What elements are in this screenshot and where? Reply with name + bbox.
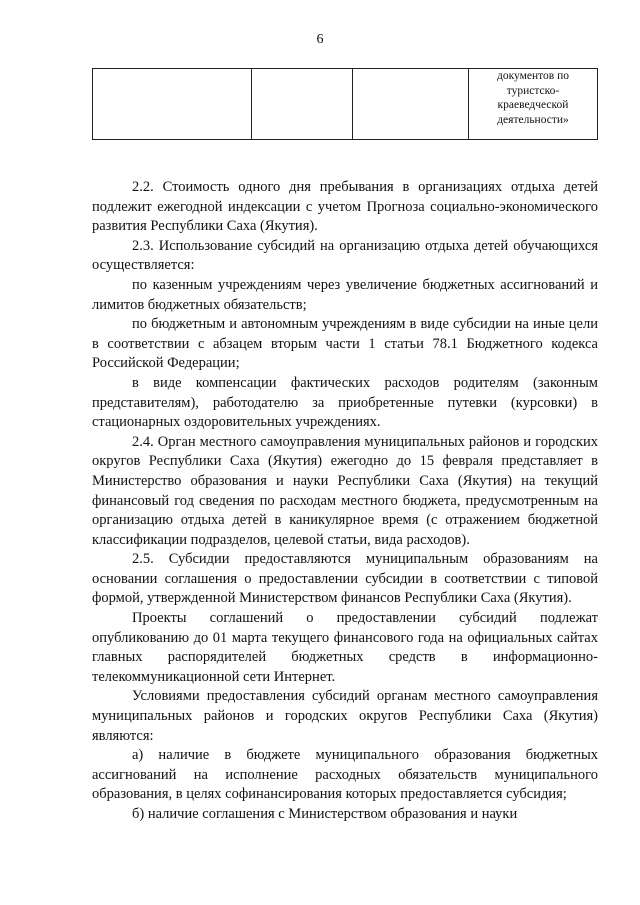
table-cell-line: документов по: [497, 70, 569, 82]
table-cell-line: краеведческой: [497, 99, 569, 111]
table-cell-empty-1: [93, 69, 252, 140]
paragraph-proekty: Проекты соглашений о предоставлении субсидий подлежат опубликованию до 01 марта текущего финансового года на официальных сайтах главных распорядителей бюджетных средств в информационно-телекоммуникационной сети Интернет.: [92, 610, 598, 685]
table-cell-empty-2: [252, 69, 353, 140]
paragraph-kazennye: по казенным учреждениям через увеличение бюджетных ассигнований и лимитов бюджетных обязательств;: [92, 276, 598, 313]
table-cell-line: туристско-: [506, 84, 560, 97]
body-text: [92, 178, 598, 825]
table-cell-line: деятельности»: [497, 113, 569, 126]
paragraph-2-5: 2.5. Субсидии предоставляются муниципальным образованиям на основании соглашения о предоставлении субсидии в соответствии с типовой формой, утвержденной Министерством финансов Республики Саха (Якутия).: [92, 551, 598, 607]
paragraph-2-3: 2.3. Использование субсидий на организацию отдыха детей обучающихся осуществляется:: [92, 237, 598, 274]
paragraph-byudzhetnye: по бюджетным и автономным учреждениям в виде субсидии на иные цели в соответствии с абзацем вторым части 1 статьи 78.1 Бюджетного кодекса Российской Федерации;: [92, 316, 598, 372]
paragraph-2-2: 2.2. Стоимость одного дня пребывания в организациях отдыха детей подлежит ежегодной индексации с учетом Прогноза социально-экономического развития Республики Саха (Якутия).: [92, 179, 598, 235]
paragraph-2-4: 2.4. Орган местного самоуправления муниципальных районов и городских округов Республики Саха (Якутия) ежегодно до 15 февраля представляет в Министерство образования и науки Республики Саха (Якутия) на текущий финансовый год сведения по расходам местного бюджета, предусмотренным на организацию отдыха детей в каникулярное время (с отражением бюджетной классификации подразделов, целевой статьи, вида расходов).: [92, 433, 598, 548]
table-cell-text: [469, 69, 598, 140]
page-number: 6: [316, 32, 324, 47]
paragraph-b: б) наличие соглашения с Министерством образования и науки: [132, 806, 518, 822]
table-cell-empty-3: [353, 69, 469, 140]
table-row: [93, 69, 598, 140]
paragraph-usloviya: Условиями предоставления субсидий органам местного самоуправления муниципальных районов и городских округов Республики Саха (Якутия) являются:: [92, 688, 598, 744]
paragraph-a: а) наличие в бюджете муниципального образования бюджетных ассигнований на исполнение расходных обязательств муниципального образования, в целях софинансирования которых предоставляется субсидия;: [92, 747, 598, 803]
table-fragment: [92, 68, 598, 140]
paragraph-kompensatsiya: в виде компенсации фактических расходов родителям (законным представителям), работодателю за приобретенные путевки (курсовки) в стационарных оздоровительных учреждениях.: [92, 374, 598, 431]
